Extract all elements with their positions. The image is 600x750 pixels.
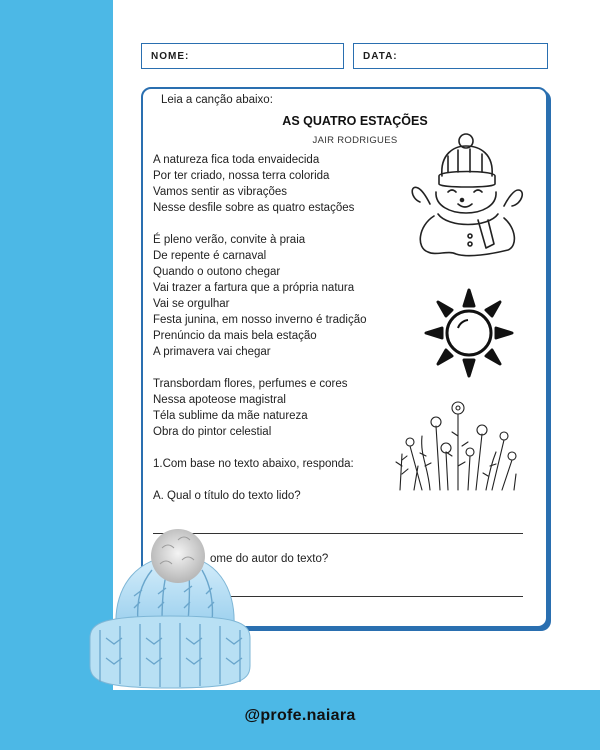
song-author: JAIR RODRIGUES — [312, 135, 398, 146]
author-handle: @profe.naiara — [244, 707, 356, 724]
flowers-icon — [392, 396, 522, 492]
verse-line: A natureza fica toda envaidecida — [153, 154, 320, 166]
question-a: A. Qual o título do texto lido? — [153, 490, 301, 502]
stanza-1 — [153, 152, 354, 216]
name-field[interactable] — [141, 43, 344, 69]
question-b: ome do autor do texto? — [210, 553, 329, 565]
instruction-text: 1.Com base no texto abaixo, responda: — [153, 458, 354, 470]
verse-line: Obra do pintor celestial — [153, 426, 272, 438]
stanza-2 — [153, 232, 367, 360]
date-label: DATA: — [363, 51, 398, 62]
verse-line: A primavera vai chegar — [153, 346, 271, 358]
verse-line: Quando o outono chegar — [153, 266, 281, 278]
verse-line: Nesse desfile sobre as quatro estações — [153, 202, 355, 214]
stanza-3 — [153, 376, 348, 440]
verse-line: Vai se orgulhar — [153, 298, 230, 310]
verse-line: Transbordam flores, perfumes e cores — [153, 378, 348, 390]
song-title: AS QUATRO ESTAÇÕES — [282, 114, 428, 128]
verse-line: É pleno verão, convite à praia — [153, 234, 306, 246]
snowman-icon — [408, 132, 532, 260]
winter-hat-icon — [86, 526, 252, 690]
verse-line: Vai trazer a fartura que a própria natura — [153, 282, 355, 294]
verse-line: Téla sublime da mãe natureza — [153, 410, 308, 422]
verse-line: Nessa apoteose magistral — [153, 394, 286, 406]
verse-line: De repente é carnaval — [153, 250, 267, 262]
date-field[interactable] — [353, 43, 548, 69]
verse-line: Por ter criado, nossa terra colorida — [153, 170, 330, 182]
name-label: NOME: — [151, 51, 190, 62]
sun-icon — [424, 288, 514, 378]
intro-text: Leia a canção abaixo: — [161, 94, 273, 106]
verse-line: Festa junina, em nosso inverno é tradição — [153, 314, 367, 326]
verse-line: Prenúncio da mais bela estação — [153, 330, 317, 342]
verse-line: Vamos sentir as vibrações — [153, 186, 288, 198]
